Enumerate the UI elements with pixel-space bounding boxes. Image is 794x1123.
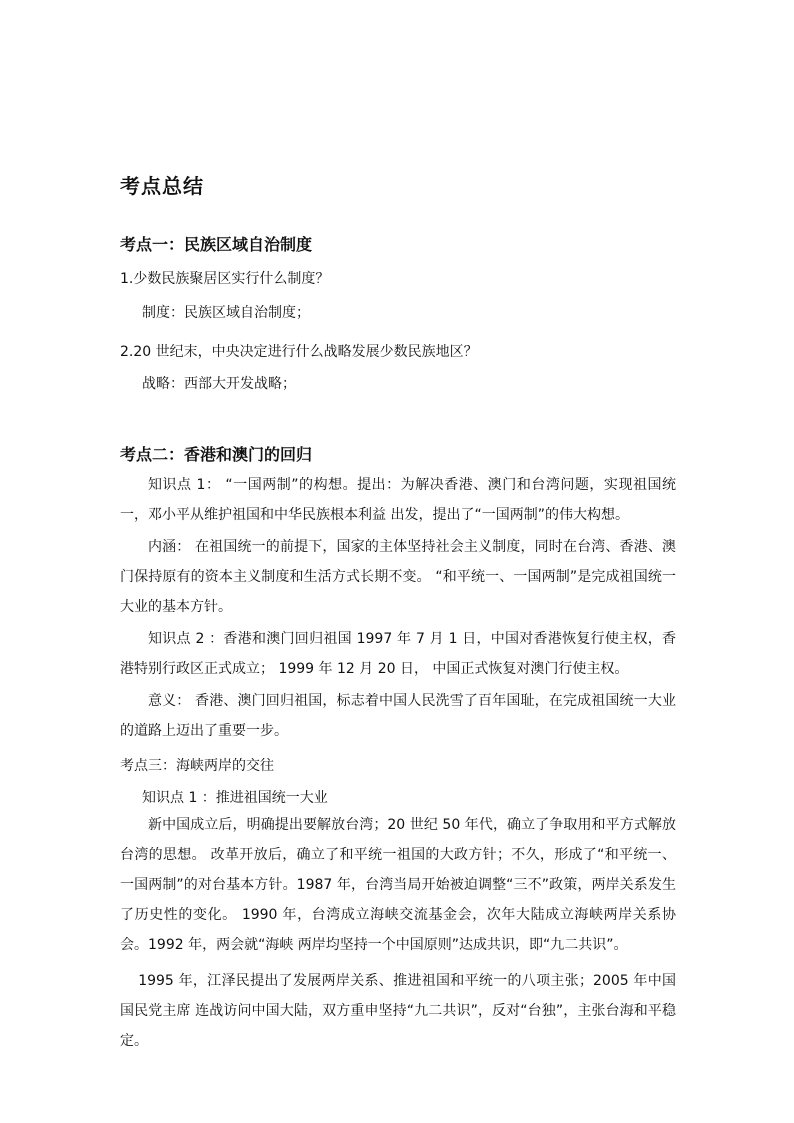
section1-question-2: 2.20 世纪末，中央决定进行什么战略发展少数民族地区？	[120, 344, 478, 360]
section3-paragraph-2: 1995 年，江泽民提出了发展两岸关系、推进祖国和平统一的八项主张；2005 年中国国民党主席 连战访问中国大陆，双方重申坚持“九二共识”，反对“台独”，主张台海和平稳定。	[120, 973, 676, 1049]
section1-heading: 考点一：民族区域自治制度	[120, 235, 313, 254]
section2-paragraph-3: 知识点 2 ：香港和澳门回归祖国 1997 年 7 月 1 日，中国对香港恢复行使主权，香港特别行政区正式成立； 1999 年 12 月 20 日， 中国正式恢复对澳门行使主权。	[120, 631, 676, 677]
section2-paragraph-1: 知识点 1： “一国两制”的构想。提出：为解决香港、澳门和台湾问题，实现祖国统一，邓小平从维护祖国和中华民族根本利益 出发，提出了“一国两制”的伟大构想。	[120, 477, 676, 523]
section1-answer-1: 制度：民族区域自治制度；	[142, 305, 310, 321]
section3-subheading: 知识点 1 ：推进祖国统一大业	[142, 790, 328, 806]
section2-paragraph-2: 内涵： 在祖国统一的前提下，国家的主体坚持社会主义制度，同时在台湾、香港、澳门保持原有的资本主义制度和生活方式长期不变。 “和平统一、一国两制”是完成祖国统一大业的基本方针。	[120, 539, 676, 615]
section3-heading: 考点三：海峡两岸的交往	[120, 758, 274, 774]
section1-question-1: 1.少数民族聚居区实行什么制度？	[120, 271, 330, 287]
section1-answer-2: 战略：西部大开发战略；	[142, 376, 296, 392]
section2-paragraph-4: 意义： 香港、澳门回归祖国，标志着中国人民洗雪了百年国耻，在完成祖国统一大业的道路上迈出了重要一步。	[120, 693, 676, 739]
section2-heading: 考点二：香港和澳门的回归	[120, 445, 313, 464]
page-title: 考点总结	[120, 174, 204, 198]
section3-paragraph-1: 新中国成立后，明确提出要解放台湾；20 世纪 50 年代，确立了争取用和平方式解放台湾的思想。 改革开放后，确立了和平统一祖国的大政方针；不久，形成了“和平统一、一国两制”的对台基本方针。1987 年，台湾当局开始被迫调整“三不”政策，两岸关系发生了历史性的变化。 1990 年，台湾成立海峡交流基金会，次年大陆成立海峡两岸关系协会。1992 年，两会就“海峡 两岸均坚持一个中国原则”达成共识，即“九二共识”。	[120, 817, 676, 953]
